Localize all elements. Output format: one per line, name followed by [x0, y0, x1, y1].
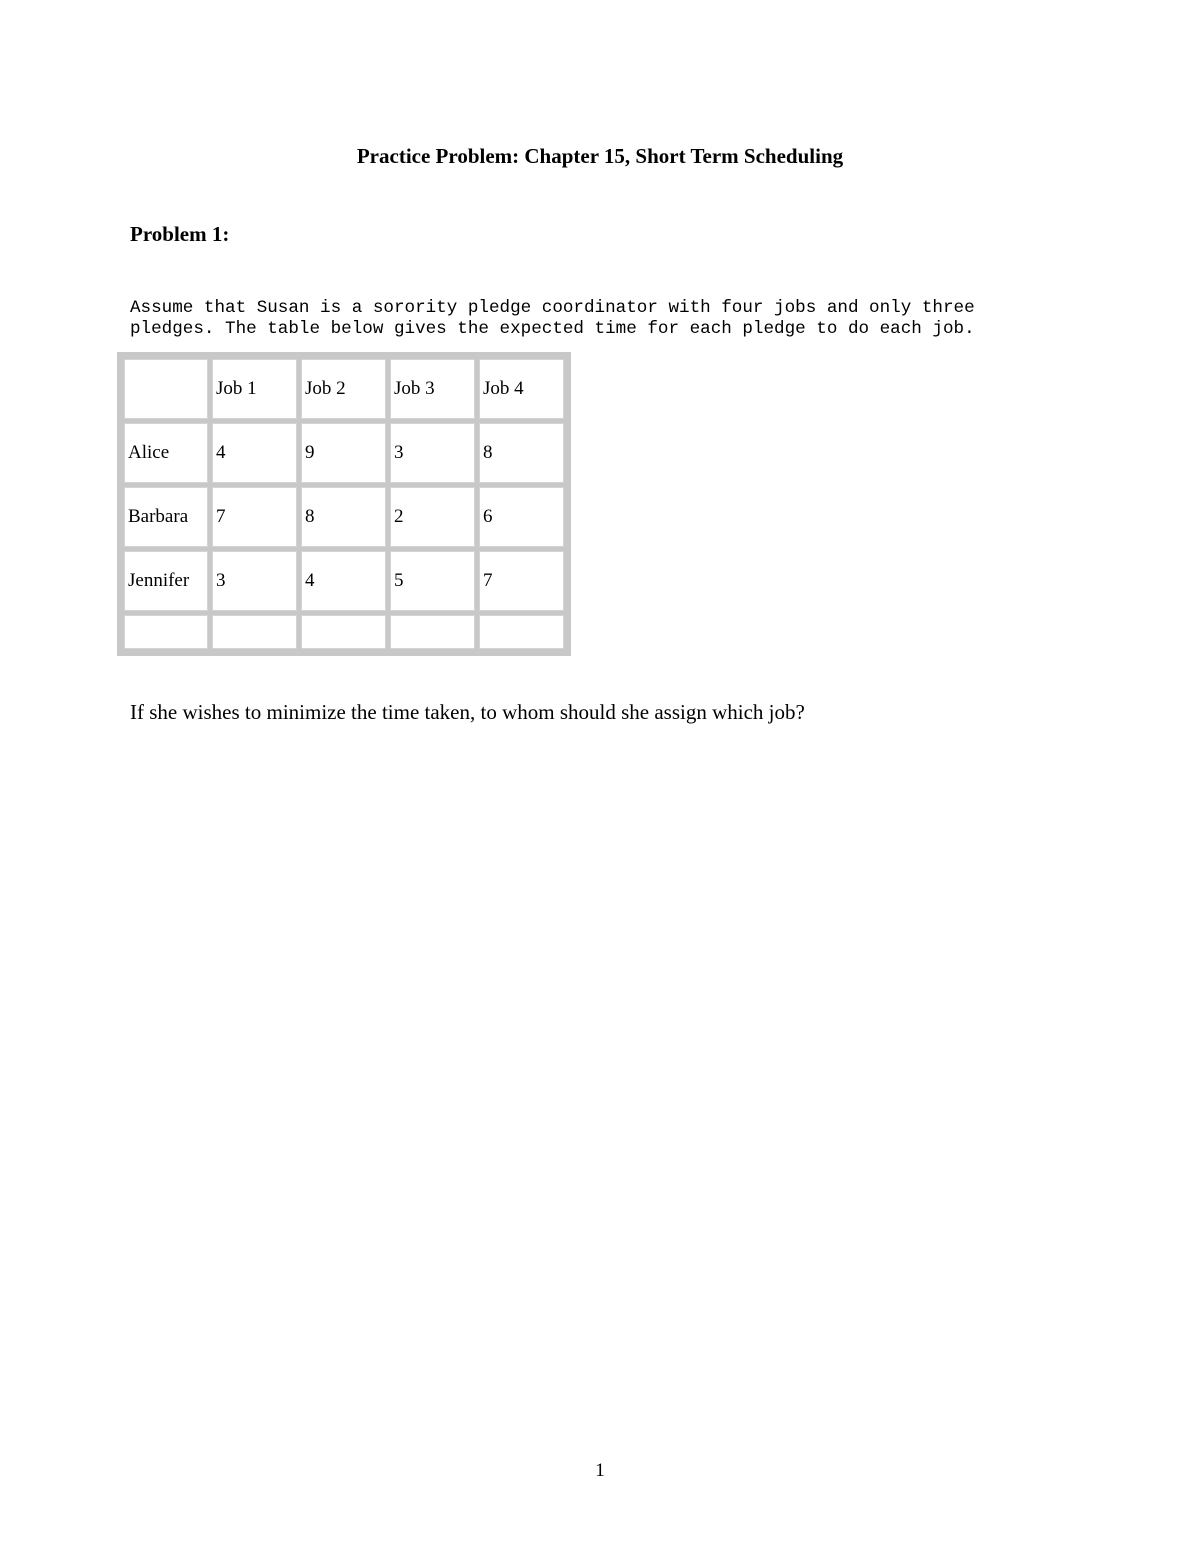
- table-cell: 6: [479, 487, 564, 547]
- table-cell: 8: [301, 487, 386, 547]
- table-header-row: [124, 359, 564, 419]
- table-row: [124, 423, 564, 483]
- problem-heading: Problem 1:: [130, 222, 230, 246]
- table-header-cell: Job 3: [390, 359, 475, 419]
- table-cell: 7: [479, 551, 564, 611]
- table-cell: [479, 615, 564, 649]
- table-cell: 3: [212, 551, 297, 611]
- table-header-cell: Job 4: [479, 359, 564, 419]
- table-header-cell: [124, 359, 208, 419]
- question-text: If she wishes to minimize the time taken, to whom should she assign which job?: [130, 700, 805, 724]
- table-cell: 2: [390, 487, 475, 547]
- table-row: [124, 551, 564, 611]
- table-cell: 8: [479, 423, 564, 483]
- row-label-cell: Alice: [124, 423, 208, 483]
- page-number: 1: [595, 1460, 605, 1481]
- table-header-cell: Job 2: [301, 359, 386, 419]
- table-row: [124, 487, 564, 547]
- table-header-cell: Job 1: [212, 359, 297, 419]
- table-cell: [390, 615, 475, 649]
- row-label-cell: Jennifer: [124, 551, 208, 611]
- table-cell: [212, 615, 297, 649]
- table-cell: 7: [212, 487, 297, 547]
- job-time-table-wrapper: [117, 352, 571, 656]
- table-cell: [301, 615, 386, 649]
- table-row-empty: [124, 615, 564, 649]
- problem-statement: Assume that Susan is a sorority pledge coordinator with four jobs and only three pledges. The table below gives the expected time for each pledge to do each job.: [130, 298, 975, 339]
- table-cell: 5: [390, 551, 475, 611]
- table-cell: [124, 615, 208, 649]
- job-time-table: [117, 352, 571, 656]
- page-title: Practice Problem: Chapter 15, Short Term Scheduling: [356, 144, 844, 168]
- table-cell: 4: [301, 551, 386, 611]
- table-cell: 9: [301, 423, 386, 483]
- table-cell: 4: [212, 423, 297, 483]
- row-label-cell: Barbara: [124, 487, 208, 547]
- table-cell: 3: [390, 423, 475, 483]
